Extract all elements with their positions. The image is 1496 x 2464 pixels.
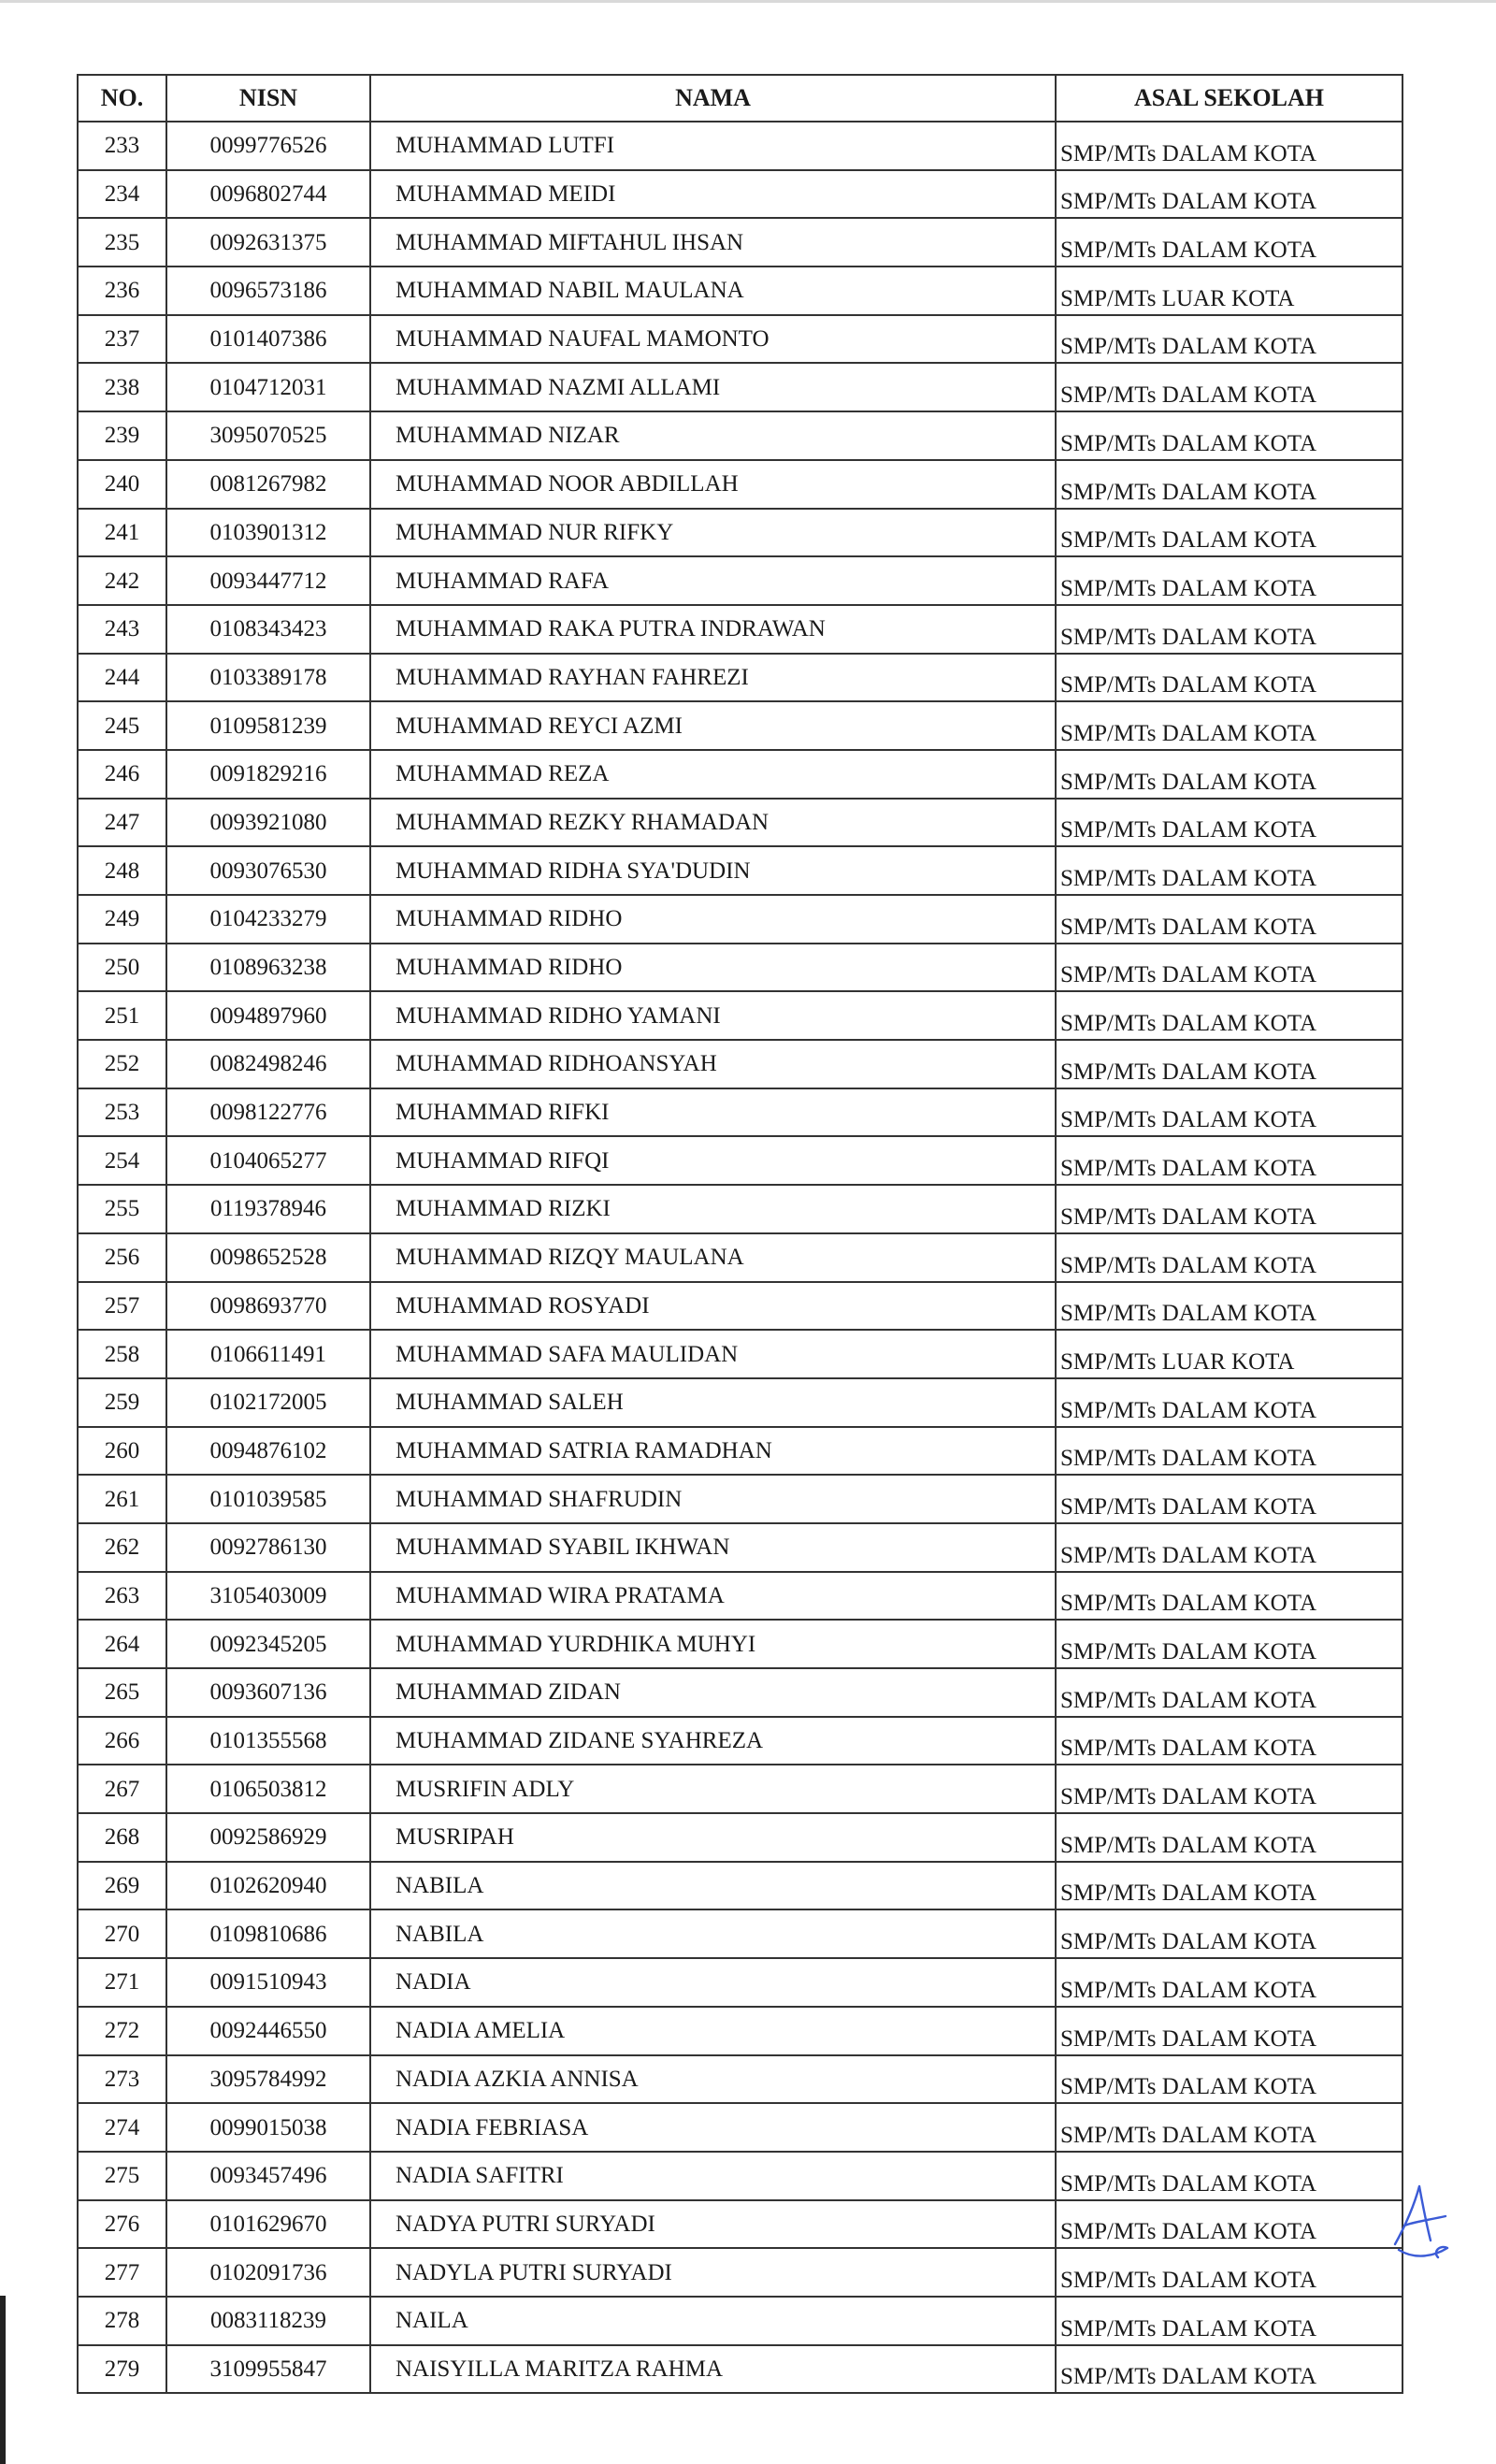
scan-edge-shadow	[0, 2296, 6, 2464]
cell-nama: MUHAMMAD RIDHO	[370, 944, 1056, 992]
table-row	[78, 2297, 1402, 2345]
table-row	[78, 701, 1402, 750]
cell-nisn: 0091829216	[166, 750, 370, 799]
cell-asal-sekolah: SMP/MTs DALAM KOTA	[1056, 1233, 1402, 1282]
cell-asal-sekolah: SMP/MTs DALAM KOTA	[1056, 122, 1402, 170]
cell-nisn: 0108963238	[166, 944, 370, 992]
cell-no: 267	[78, 1765, 166, 1813]
cell-nisn: 0093076530	[166, 846, 370, 895]
cell-no: 274	[78, 2103, 166, 2152]
cell-nisn: 0093457496	[166, 2152, 370, 2200]
cell-nama: MUHAMMAD ZIDANE SYAHREZA	[370, 1717, 1056, 1765]
cell-no: 266	[78, 1717, 166, 1765]
cell-nama: MUHAMMAD NABIL MAULANA	[370, 267, 1056, 315]
cell-no: 262	[78, 1523, 166, 1572]
cell-nama: MUHAMMAD RIFQI	[370, 1136, 1056, 1185]
cell-nama: MUHAMMAD RAFA	[370, 556, 1056, 605]
cell-nama: MUHAMMAD RAKA PUTRA INDRAWAN	[370, 605, 1056, 654]
cell-asal-sekolah: SMP/MTs DALAM KOTA	[1056, 1136, 1402, 1185]
table-row	[78, 944, 1402, 992]
cell-asal-sekolah: SMP/MTs DALAM KOTA	[1056, 1378, 1402, 1427]
cell-asal-sekolah: SMP/MTs DALAM KOTA	[1056, 605, 1402, 654]
cell-no: 276	[78, 2200, 166, 2249]
cell-nisn: 0102620940	[166, 1862, 370, 1910]
cell-asal-sekolah: SMP/MTs DALAM KOTA	[1056, 363, 1402, 411]
table-row	[78, 122, 1402, 170]
cell-no: 238	[78, 363, 166, 411]
cell-no: 270	[78, 1909, 166, 1958]
cell-nisn: 0096802744	[166, 170, 370, 219]
top-scan-rule	[0, 0, 1496, 3]
table-row	[78, 2345, 1402, 2394]
table-row	[78, 2248, 1402, 2297]
cell-nisn: 3105403009	[166, 1572, 370, 1621]
table-row	[78, 1523, 1402, 1572]
table-row	[78, 1862, 1402, 1910]
cell-no: 245	[78, 701, 166, 750]
cell-nama: MUHAMMAD RIZKI	[370, 1185, 1056, 1233]
cell-asal-sekolah: SMP/MTs DALAM KOTA	[1056, 509, 1402, 557]
cell-nisn: 3095070525	[166, 411, 370, 460]
handwritten-initial-icon	[1391, 2179, 1457, 2263]
cell-nama: NAILA	[370, 2297, 1056, 2345]
cell-asal-sekolah: SMP/MTs LUAR KOTA	[1056, 1330, 1402, 1378]
table-row	[78, 750, 1402, 799]
cell-asal-sekolah: SMP/MTs DALAM KOTA	[1056, 2007, 1402, 2055]
table-row	[78, 605, 1402, 654]
cell-no: 237	[78, 315, 166, 364]
cell-nama: MUHAMMAD RIDHO	[370, 895, 1056, 944]
cell-nisn: 0081267982	[166, 460, 370, 509]
cell-asal-sekolah: SMP/MTs DALAM KOTA	[1056, 170, 1402, 219]
cell-asal-sekolah: SMP/MTs DALAM KOTA	[1056, 654, 1402, 702]
cell-nisn: 0103389178	[166, 654, 370, 702]
cell-asal-sekolah: SMP/MTs DALAM KOTA	[1056, 2055, 1402, 2104]
cell-asal-sekolah: SMP/MTs DALAM KOTA	[1056, 460, 1402, 509]
cell-nama: MUHAMMAD ROSYADI	[370, 1282, 1056, 1331]
cell-no: 268	[78, 1813, 166, 1862]
cell-no: 251	[78, 991, 166, 1040]
table-row	[78, 1620, 1402, 1668]
cell-no: 263	[78, 1572, 166, 1621]
table-row	[78, 2055, 1402, 2104]
cell-nisn: 0104233279	[166, 895, 370, 944]
cell-asal-sekolah: SMP/MTs DALAM KOTA	[1056, 1475, 1402, 1523]
table-row	[78, 218, 1402, 267]
table-row	[78, 315, 1402, 364]
cell-no: 271	[78, 1958, 166, 2007]
cell-asal-sekolah: SMP/MTs DALAM KOTA	[1056, 944, 1402, 992]
cell-asal-sekolah: SMP/MTs DALAM KOTA	[1056, 1765, 1402, 1813]
table-row	[78, 895, 1402, 944]
cell-nisn: 0096573186	[166, 267, 370, 315]
cell-asal-sekolah: SMP/MTs DALAM KOTA	[1056, 701, 1402, 750]
cell-nisn: 0092631375	[166, 218, 370, 267]
cell-nisn: 0093447712	[166, 556, 370, 605]
cell-nama: MUHAMMAD NIZAR	[370, 411, 1056, 460]
cell-nisn: 0099015038	[166, 2103, 370, 2152]
table-row	[78, 2152, 1402, 2200]
cell-asal-sekolah: SMP/MTs DALAM KOTA	[1056, 1427, 1402, 1476]
table-row	[78, 1813, 1402, 1862]
cell-nisn: 0093607136	[166, 1668, 370, 1717]
cell-nisn: 0099776526	[166, 122, 370, 170]
table-body	[78, 122, 1402, 2393]
table-row	[78, 1427, 1402, 1476]
cell-nama: MUHAMMAD RIDHOANSYAH	[370, 1040, 1056, 1088]
cell-no: 244	[78, 654, 166, 702]
cell-no: 261	[78, 1475, 166, 1523]
cell-nisn: 0092786130	[166, 1523, 370, 1572]
cell-no: 250	[78, 944, 166, 992]
cell-no: 254	[78, 1136, 166, 1185]
cell-nisn: 3109955847	[166, 2345, 370, 2394]
cell-no: 253	[78, 1088, 166, 1137]
table-row	[78, 509, 1402, 557]
cell-nama: MUHAMMAD RIDHO YAMANI	[370, 991, 1056, 1040]
table-row	[78, 556, 1402, 605]
cell-nama: NABILA	[370, 1862, 1056, 1910]
cell-nama: MUHAMMAD SYABIL IKHWAN	[370, 1523, 1056, 1572]
table-header-row	[78, 75, 1402, 122]
cell-nama: MUHAMMAD REZA	[370, 750, 1056, 799]
cell-asal-sekolah: SMP/MTs DALAM KOTA	[1056, 750, 1402, 799]
cell-nisn: 0108343423	[166, 605, 370, 654]
table-row	[78, 460, 1402, 509]
cell-nama: MUHAMMAD REZKY RHAMADAN	[370, 799, 1056, 847]
cell-nisn: 0101039585	[166, 1475, 370, 1523]
cell-nama: MUHAMMAD SAFA MAULIDAN	[370, 1330, 1056, 1378]
cell-no: 247	[78, 799, 166, 847]
table-row	[78, 2103, 1402, 2152]
cell-nisn: 0092586929	[166, 1813, 370, 1862]
cell-nisn: 0094876102	[166, 1427, 370, 1476]
table-row	[78, 1378, 1402, 1427]
cell-nisn: 0092446550	[166, 2007, 370, 2055]
cell-no: 258	[78, 1330, 166, 1378]
cell-nama: MUHAMMAD NUR RIFKY	[370, 509, 1056, 557]
table-row	[78, 1765, 1402, 1813]
cell-nama: MUHAMMAD RIZQY MAULANA	[370, 1233, 1056, 1282]
cell-nisn: 0102172005	[166, 1378, 370, 1427]
cell-nama: NADIA FEBRIASA	[370, 2103, 1056, 2152]
cell-no: 278	[78, 2297, 166, 2345]
cell-nisn: 0106503812	[166, 1765, 370, 1813]
cell-nisn: 0109581239	[166, 701, 370, 750]
cell-nisn: 0104712031	[166, 363, 370, 411]
table-row	[78, 411, 1402, 460]
cell-no: 277	[78, 2248, 166, 2297]
cell-nisn: 0106611491	[166, 1330, 370, 1378]
cell-nama: MUHAMMAD SALEH	[370, 1378, 1056, 1427]
table-row	[78, 1572, 1402, 1621]
cell-asal-sekolah: SMP/MTs DALAM KOTA	[1056, 1717, 1402, 1765]
cell-nisn: 0098122776	[166, 1088, 370, 1137]
cell-nama: MUHAMMAD SHAFRUDIN	[370, 1475, 1056, 1523]
cell-no: 269	[78, 1862, 166, 1910]
cell-nama: NADIA AZKIA ANNISA	[370, 2055, 1056, 2104]
table-row	[78, 1136, 1402, 1185]
cell-asal-sekolah: SMP/MTs DALAM KOTA	[1056, 1620, 1402, 1668]
table-row	[78, 799, 1402, 847]
cell-asal-sekolah: SMP/MTs DALAM KOTA	[1056, 1813, 1402, 1862]
cell-no: 240	[78, 460, 166, 509]
cell-asal-sekolah: SMP/MTs DALAM KOTA	[1056, 2248, 1402, 2297]
cell-nisn: 0098693770	[166, 1282, 370, 1331]
cell-no: 257	[78, 1282, 166, 1331]
cell-no: 255	[78, 1185, 166, 1233]
cell-nama: MUHAMMAD REYCI AZMI	[370, 701, 1056, 750]
cell-nama: MUHAMMAD RIDHA SYA'DUDIN	[370, 846, 1056, 895]
table-row	[78, 363, 1402, 411]
cell-no: 243	[78, 605, 166, 654]
cell-nisn: 0109810686	[166, 1909, 370, 1958]
table-row	[78, 1185, 1402, 1233]
cell-asal-sekolah: SMP/MTs DALAM KOTA	[1056, 2103, 1402, 2152]
cell-nama: NADYLA PUTRI SURYADI	[370, 2248, 1056, 2297]
table-row	[78, 1475, 1402, 1523]
cell-no: 259	[78, 1378, 166, 1427]
header-no: NO.	[78, 75, 166, 122]
cell-asal-sekolah: SMP/MTs DALAM KOTA	[1056, 1862, 1402, 1910]
table-row	[78, 1282, 1402, 1331]
cell-nama: MUHAMMAD YURDHIKA MUHYI	[370, 1620, 1056, 1668]
cell-asal-sekolah: SMP/MTs DALAM KOTA	[1056, 895, 1402, 944]
cell-nama: NAISYILLA MARITZA RAHMA	[370, 2345, 1056, 2394]
header-asal-sekolah: ASAL SEKOLAH	[1056, 75, 1402, 122]
table-row	[78, 1668, 1402, 1717]
cell-no: 239	[78, 411, 166, 460]
cell-no: 272	[78, 2007, 166, 2055]
cell-no: 249	[78, 895, 166, 944]
cell-nama: MUHAMMAD LUTFI	[370, 122, 1056, 170]
cell-asal-sekolah: SMP/MTs DALAM KOTA	[1056, 315, 1402, 364]
cell-no: 279	[78, 2345, 166, 2394]
table-row	[78, 1330, 1402, 1378]
cell-no: 246	[78, 750, 166, 799]
cell-asal-sekolah: SMP/MTs DALAM KOTA	[1056, 1958, 1402, 2007]
cell-no: 275	[78, 2152, 166, 2200]
cell-nisn: 0103901312	[166, 509, 370, 557]
table-row	[78, 1088, 1402, 1137]
cell-no: 248	[78, 846, 166, 895]
cell-no: 241	[78, 509, 166, 557]
cell-nama: MUHAMMAD MEIDI	[370, 170, 1056, 219]
cell-nama: MUHAMMAD NOOR ABDILLAH	[370, 460, 1056, 509]
cell-nama: MUHAMMAD MIFTAHUL IHSAN	[370, 218, 1056, 267]
table-row	[78, 1909, 1402, 1958]
header-nama: NAMA	[370, 75, 1056, 122]
cell-asal-sekolah: SMP/MTs DALAM KOTA	[1056, 2297, 1402, 2345]
cell-no: 265	[78, 1668, 166, 1717]
table-row	[78, 846, 1402, 895]
cell-nisn: 0094897960	[166, 991, 370, 1040]
cell-nama: NADYA PUTRI SURYADI	[370, 2200, 1056, 2249]
cell-nisn: 0093921080	[166, 799, 370, 847]
cell-no: 264	[78, 1620, 166, 1668]
cell-no: 242	[78, 556, 166, 605]
cell-nisn: 0101355568	[166, 1717, 370, 1765]
cell-asal-sekolah: SMP/MTs DALAM KOTA	[1056, 1668, 1402, 1717]
cell-nisn: 0102091736	[166, 2248, 370, 2297]
cell-nisn: 0083118239	[166, 2297, 370, 2345]
header-nisn: NISN	[166, 75, 370, 122]
cell-nama: MUHAMMAD NAUFAL MAMONTO	[370, 315, 1056, 364]
cell-nisn: 0101407386	[166, 315, 370, 364]
table-row	[78, 170, 1402, 219]
table-row	[78, 991, 1402, 1040]
cell-no: 235	[78, 218, 166, 267]
table-row	[78, 1040, 1402, 1088]
cell-nama: MUHAMMAD RAYHAN FAHREZI	[370, 654, 1056, 702]
cell-nama: NABILA	[370, 1909, 1056, 1958]
cell-asal-sekolah: SMP/MTs DALAM KOTA	[1056, 846, 1402, 895]
cell-nama: NADIA AMELIA	[370, 2007, 1056, 2055]
cell-nisn: 0082498246	[166, 1040, 370, 1088]
cell-no: 256	[78, 1233, 166, 1282]
cell-asal-sekolah: SMP/MTs DALAM KOTA	[1056, 1523, 1402, 1572]
cell-nisn: 0092345205	[166, 1620, 370, 1668]
cell-no: 234	[78, 170, 166, 219]
cell-nama: NADIA SAFITRI	[370, 2152, 1056, 2200]
cell-asal-sekolah: SMP/MTs DALAM KOTA	[1056, 1572, 1402, 1621]
cell-asal-sekolah: SMP/MTs DALAM KOTA	[1056, 1282, 1402, 1331]
cell-asal-sekolah: SMP/MTs DALAM KOTA	[1056, 218, 1402, 267]
table-row	[78, 2007, 1402, 2055]
table-row	[78, 1717, 1402, 1765]
cell-nama: MUSRIFIN ADLY	[370, 1765, 1056, 1813]
table-row	[78, 2200, 1402, 2249]
cell-nama: MUHAMMAD NAZMI ALLAMI	[370, 363, 1056, 411]
cell-nama: MUHAMMAD ZIDAN	[370, 1668, 1056, 1717]
table-row	[78, 1233, 1402, 1282]
cell-nisn: 0104065277	[166, 1136, 370, 1185]
cell-nisn: 0119378946	[166, 1185, 370, 1233]
cell-no: 273	[78, 2055, 166, 2104]
cell-asal-sekolah: SMP/MTs DALAM KOTA	[1056, 1088, 1402, 1137]
cell-asal-sekolah: SMP/MTs DALAM KOTA	[1056, 556, 1402, 605]
cell-asal-sekolah: SMP/MTs DALAM KOTA	[1056, 2152, 1402, 2200]
cell-asal-sekolah: SMP/MTs DALAM KOTA	[1056, 991, 1402, 1040]
cell-asal-sekolah: SMP/MTs DALAM KOTA	[1056, 1909, 1402, 1958]
cell-nama: MUSRIPAH	[370, 1813, 1056, 1862]
cell-nisn: 3095784992	[166, 2055, 370, 2104]
table-row	[78, 1958, 1402, 2007]
cell-no: 233	[78, 122, 166, 170]
student-roster-table	[77, 74, 1403, 2394]
cell-asal-sekolah: SMP/MTs DALAM KOTA	[1056, 799, 1402, 847]
table-row	[78, 267, 1402, 315]
cell-nisn: 0091510943	[166, 1958, 370, 2007]
cell-asal-sekolah: SMP/MTs DALAM KOTA	[1056, 1185, 1402, 1233]
cell-asal-sekolah: SMP/MTs DALAM KOTA	[1056, 411, 1402, 460]
cell-nama: MUHAMMAD RIFKI	[370, 1088, 1056, 1137]
cell-no: 252	[78, 1040, 166, 1088]
cell-asal-sekolah: SMP/MTs LUAR KOTA	[1056, 267, 1402, 315]
cell-nisn: 0101629670	[166, 2200, 370, 2249]
cell-asal-sekolah: SMP/MTs DALAM KOTA	[1056, 2200, 1402, 2249]
cell-nama: MUHAMMAD WIRA PRATAMA	[370, 1572, 1056, 1621]
cell-no: 236	[78, 267, 166, 315]
cell-asal-sekolah: SMP/MTs DALAM KOTA	[1056, 1040, 1402, 1088]
table-row	[78, 654, 1402, 702]
cell-nama: MUHAMMAD SATRIA RAMADHAN	[370, 1427, 1056, 1476]
cell-asal-sekolah: SMP/MTs DALAM KOTA	[1056, 2345, 1402, 2394]
cell-no: 260	[78, 1427, 166, 1476]
cell-nisn: 0098652528	[166, 1233, 370, 1282]
cell-nama: NADIA	[370, 1958, 1056, 2007]
